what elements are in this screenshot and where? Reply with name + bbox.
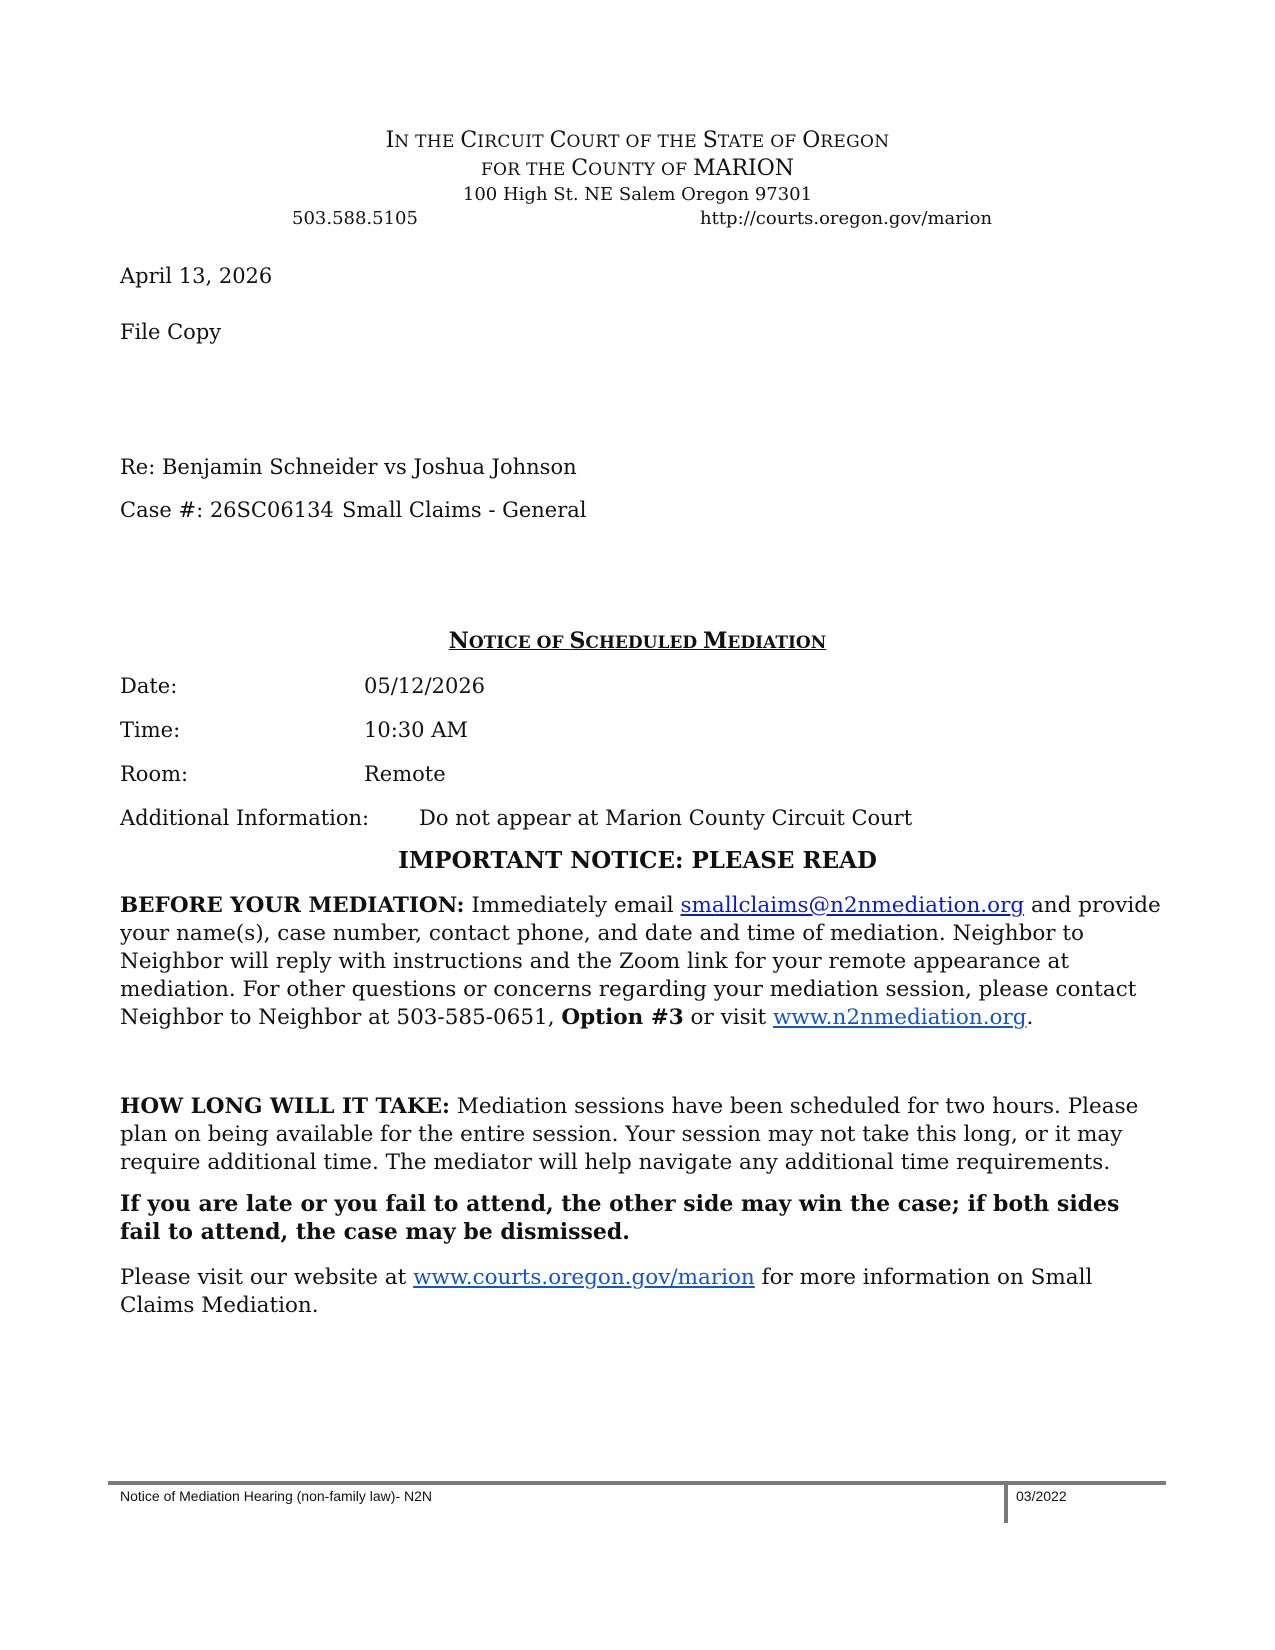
option-number: Option #3 bbox=[561, 1005, 684, 1030]
important-notice-heading: IMPORTANT NOTICE: PLEASE READ bbox=[398, 847, 877, 874]
case-type: Small Claims - General bbox=[342, 498, 587, 522]
re-line: Re: Benjamin Schneider vs Joshua Johnson bbox=[120, 455, 577, 479]
footer-column-divider bbox=[1004, 1481, 1008, 1523]
court-address: 100 High St. NE Salem Oregon 97301 bbox=[462, 184, 813, 205]
visit-website-paragraph: Please visit our website at www.courts.oregon.gov/marion for more information on Small Claims Mediation. bbox=[120, 1265, 1093, 1318]
time-value: 10:30 AM bbox=[364, 718, 468, 742]
how-long-heading: HOW LONG WILL IT TAKE: bbox=[120, 1094, 450, 1119]
date-label: Date: bbox=[120, 674, 178, 698]
additional-info-label: Additional Information: bbox=[120, 806, 370, 830]
court-website: http://courts.oregon.gov/marion bbox=[700, 208, 993, 229]
n2n-website-link[interactable]: www.n2nmediation.org bbox=[772, 1005, 1027, 1030]
time-label: Time: bbox=[120, 718, 181, 742]
court-phone: 503.588.5105 bbox=[292, 208, 418, 229]
court-website-link[interactable]: www.courts.oregon.gov/marion bbox=[413, 1265, 755, 1290]
room-value: Remote bbox=[364, 762, 446, 786]
attendance-warning: If you are late or you fail to attend, the other side may win the case; if both sides fail to attend, the case may be dismissed. bbox=[120, 1191, 1120, 1245]
before-mediation-heading: BEFORE YOUR MEDIATION: bbox=[120, 893, 465, 918]
court-heading-line2: FOR THE COUNTY OF MARION bbox=[480, 156, 795, 181]
letter-date: April 13, 2026 bbox=[120, 264, 273, 288]
court-heading-line1: IN THE CIRCUIT COURT OF THE STATE OF OREGON bbox=[385, 128, 890, 153]
before-mediation-paragraph: BEFORE YOUR MEDIATION: Immediately email smallclaims@n2nmediation.org and provide your name(s), case number, contact phone, and date and time of mediation. Neighbor to Neighbor will reply with instructions and the Zoom link for your remote appearance at mediation. For other questions or concerns regarding your mediation session, please contact Neighbor to Neighbor at 503-585-0651, Option #3 or visit www.n2nmediation.org. bbox=[120, 893, 1161, 1030]
email-link[interactable]: smallclaims@n2nmediation.org bbox=[680, 893, 1025, 918]
date-value: 05/12/2026 bbox=[364, 674, 486, 698]
how-long-paragraph: HOW LONG WILL IT TAKE: Mediation sessions have been scheduled for two hours. Please plan on being available for the entire session. Your session may not take this long, or it may require additional time. The mediator will help navigate any additional time requirements. bbox=[120, 1094, 1139, 1175]
footer-form-date: 03/2022 bbox=[1016, 1488, 1067, 1504]
notice-title: NOTICE OF SCHEDULED MEDIATION bbox=[448, 628, 827, 654]
file-copy: File Copy bbox=[120, 320, 222, 344]
footer-form-name: Notice of Mediation Hearing (non-family law)- N2N bbox=[120, 1488, 433, 1504]
room-label: Room: bbox=[120, 762, 189, 786]
case-number: Case #: 26SC06134 bbox=[120, 498, 334, 522]
additional-info-value: Do not appear at Marion County Circuit Court bbox=[419, 806, 913, 830]
